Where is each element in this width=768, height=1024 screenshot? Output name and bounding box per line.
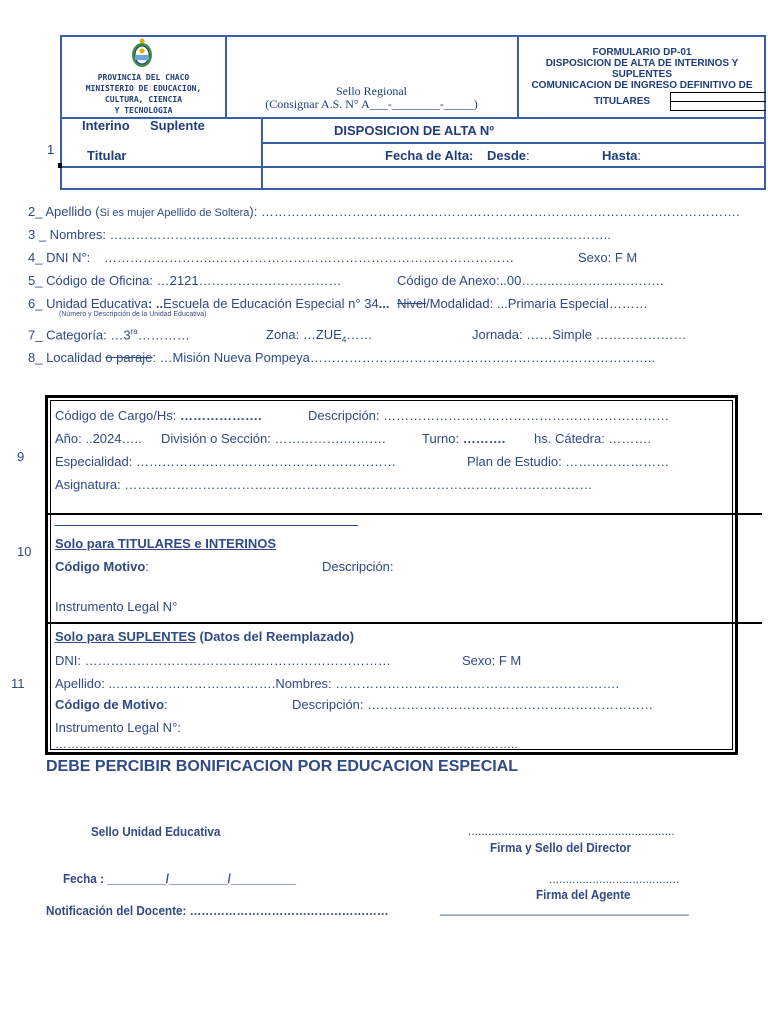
- field-jornada[interactable]: Jornada: ……Simple …………………: [472, 327, 687, 342]
- sello-regional: Sello Regional: [336, 84, 407, 98]
- section11-title-main: Solo para SUPLENTES: [55, 629, 196, 644]
- categoria-label: 7_ Categoría: …3: [28, 327, 131, 343]
- codigo-motivo-field[interactable]: [55, 559, 149, 574]
- reemplazado-instrumento-dots: ……………………………………………………………………………………………………..: [55, 737, 518, 751]
- desde-colon: :: [526, 148, 530, 163]
- zona-dots: ……: [346, 327, 373, 342]
- anio-field[interactable]: Año: ..2024…..: [55, 431, 142, 446]
- codigo-cargo-label[interactable]: [55, 408, 262, 423]
- province-block: [62, 72, 225, 116]
- reemplazado-descripcion-field[interactable]: Descripción: …………………………………………………………: [292, 697, 654, 712]
- unidad-label: 6_ Unidad Educativa: [28, 296, 148, 311]
- reemplazado-motivo-label: Código de Motivo: [55, 697, 165, 712]
- province-line: MINISTERIO DE EDUCACION,: [85, 84, 202, 93]
- field-localidad[interactable]: [28, 350, 655, 365]
- row-number-1: 1: [47, 142, 55, 157]
- titular-label[interactable]: Titular: [87, 148, 127, 163]
- firma-director-dots[interactable]: ..............................................................: [468, 824, 675, 838]
- localidad-label: 8_ Localidad: [28, 350, 106, 365]
- reemplazado-instrumento-field[interactable]: Instrumento Legal N°:: [55, 720, 181, 735]
- field-categoria[interactable]: [28, 327, 190, 342]
- plan-estudio-field[interactable]: Plan de Estudio: ……………………: [467, 454, 670, 469]
- unidad-value: Escuela de Educación Especial n° 34: [163, 296, 379, 311]
- zona-sub: 4: [341, 335, 347, 345]
- field-apellido[interactable]: [28, 204, 740, 219]
- province-line: Y TECNOLOGIA: [114, 106, 173, 115]
- cargo-descripcion[interactable]: Descripción: …………………………………………………………: [308, 408, 670, 423]
- suplente-label[interactable]: Suplente: [150, 118, 205, 133]
- coat-of-arms-icon: [129, 38, 155, 68]
- unidad-note: (Número y Descripción de la Unidad Educativa): [59, 311, 207, 318]
- hasta-text: Hasta: [602, 148, 638, 163]
- section-divider-2: [45, 622, 762, 624]
- section-divider-1: [45, 513, 762, 515]
- localidad-value: : …Misión Nueva Pompeya……………………………………………………………………..: [152, 350, 656, 365]
- dni-dots: ……………………..……………………………………………………………: [103, 250, 515, 265]
- checkbox-mark: [58, 163, 62, 168]
- disposicion-alta-label: DISPOSICION DE ALTA Nº: [334, 123, 495, 138]
- notificacion-signature-line[interactable]: ________________________________________: [440, 901, 689, 916]
- division-field[interactable]: División o Sección: …………….……….: [161, 431, 386, 446]
- apellido-note: Si es mujer Apellido de Soltera: [99, 207, 250, 219]
- field-zona[interactable]: [266, 327, 372, 345]
- field-nombres[interactable]: 3 _ Nombres: ……………………………………………………………………………………………………..: [28, 227, 611, 242]
- form-title-line: DISPOSICION DE ALTA DE INTERINOS Y: [545, 58, 739, 69]
- turno-label: Turno:: [422, 431, 460, 446]
- especialidad-field[interactable]: Especialidad: ……………………………………………………: [55, 454, 396, 469]
- field-sexo[interactable]: Sexo: F M: [578, 250, 638, 265]
- codigo-cargo-dots: ……………….: [180, 408, 262, 423]
- apellido-label: 2_ Apellido (: [28, 204, 100, 219]
- firma-agente-label: Firma del Agente: [536, 887, 631, 902]
- desde-label: [487, 148, 530, 163]
- reemplazado-motivo-colon: :: [164, 697, 168, 712]
- section-number-11: 11: [11, 676, 25, 691]
- section11-title: [55, 629, 354, 644]
- blue-underline: [55, 525, 358, 526]
- reemplazado-dni-field[interactable]: DNI: …………………………………..…………………………: [55, 653, 391, 668]
- field-dni[interactable]: [28, 250, 514, 265]
- section-number-9: 9: [17, 449, 25, 464]
- turno-dots: ……….: [462, 431, 506, 446]
- section10-title: Solo para TITULARES e INTERINOS: [55, 536, 277, 551]
- codigo-motivo-label: Código Motivo: [55, 559, 146, 574]
- codigo-motivo-colon: :: [145, 559, 149, 574]
- form-title-line: COMUNICACION DE INGRESO DEFINITIVO DE: [531, 80, 753, 91]
- categoria-dots: …………: [137, 327, 190, 343]
- modalidad-value: /Modalidad: ...Primaria Especial………: [426, 296, 648, 311]
- province-line: PROVINCIA DEL CHACO: [97, 73, 190, 82]
- hasta-label: [602, 148, 641, 163]
- header-divider-3: [261, 117, 263, 190]
- asignatura-field[interactable]: Asignatura: ………………………………………………………………………………………………: [55, 477, 593, 492]
- hs-catedra-field[interactable]: hs. Cátedra: ……….: [534, 431, 652, 446]
- firma-director-label: Firma y Sello del Director: [490, 840, 632, 855]
- header-row-line-3: [60, 166, 766, 168]
- fecha-field[interactable]: Fecha : _________/_________/__________: [63, 871, 296, 886]
- reemplazado-motivo-field[interactable]: [55, 697, 168, 712]
- form-title-line: SUPLENTES: [611, 69, 672, 80]
- field-codigo-oficina[interactable]: 5_ Código de Oficina: …2121……………………………: [28, 273, 342, 288]
- codigo-cargo-text: Código de Cargo/Hs:: [55, 408, 177, 423]
- hasta-colon: :: [637, 148, 642, 163]
- section-number-10: 10: [17, 544, 32, 559]
- nivel-strike: Nivel: [397, 296, 427, 311]
- field-unidad-educativa[interactable]: [28, 296, 648, 311]
- section11-title-sub: (Datos del Reemplazado): [195, 629, 355, 644]
- paraje-strike: o paraje: [105, 350, 153, 365]
- form-title-line: TITULARES: [593, 96, 651, 107]
- titulares-checkbox-bottom[interactable]: [670, 101, 766, 111]
- desde-text: Desde: [487, 148, 527, 163]
- reemplazado-sexo-field[interactable]: Sexo: F M: [462, 653, 522, 668]
- form-code: FORMULARIO DP-01: [592, 47, 692, 58]
- turno-field[interactable]: [422, 431, 505, 446]
- unidad-sep: : ..: [147, 296, 164, 311]
- field-codigo-anexo[interactable]: Código de Anexo:..00……..…..……….….…….: [397, 273, 664, 288]
- unidad-dots: ...: [378, 296, 390, 311]
- fecha-alta-label: Fecha de Alta:: [385, 148, 474, 163]
- interino-label[interactable]: Interino: [82, 118, 130, 133]
- consignar-note: (Consignar A.S. N° A___-________-_____): [265, 97, 478, 111]
- firma-agente-dots[interactable]: .......................................: [549, 872, 680, 886]
- header-row-line-2: [261, 142, 766, 144]
- apellido-dots: ): ………………………………………………………………..……………………………….: [249, 204, 740, 219]
- notificacion-docente[interactable]: Notificación del Docente: ……………………………………………: [46, 903, 389, 918]
- bonificacion-heading: DEBE PERCIBIR BONIFICACION POR EDUCACION ESPECIAL: [46, 758, 519, 775]
- zona-label: Zona: …ZUE: [266, 327, 342, 342]
- sello-unidad-label: Sello Unidad Educativa: [91, 824, 221, 839]
- categoria-sup: ra: [130, 327, 138, 336]
- reemplazado-apellido-field[interactable]: Apellido: ..……………………………….Nombres: ………………………..……………………………….: [55, 676, 620, 691]
- dni-label: 4_ DNI N°:: [28, 250, 91, 265]
- province-line: CULTURA, CIENCIA: [104, 95, 183, 104]
- motivo-descripcion[interactable]: Descripción:: [322, 559, 394, 574]
- instrumento-legal-field[interactable]: Instrumento Legal N°: [55, 599, 178, 614]
